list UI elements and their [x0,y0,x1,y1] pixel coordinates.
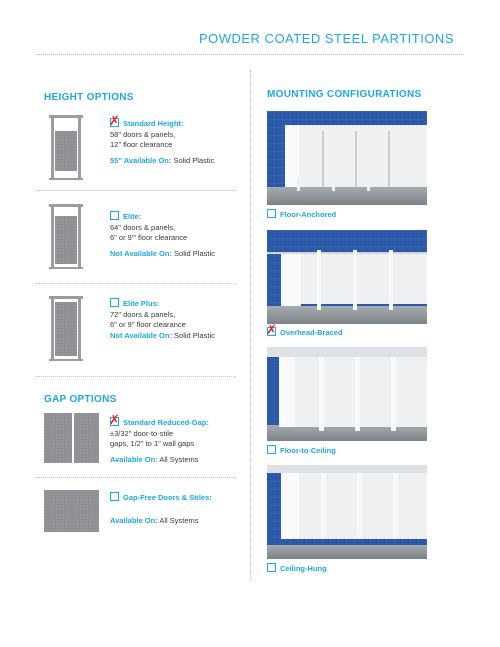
elite-height-diagram [47,204,85,270]
gap-free-option [110,492,245,526]
availability-label: Available On: [110,454,158,464]
option-detail: 64" doors & panels, [110,222,176,232]
availability-label: Not Available On: [110,330,172,340]
option-name: Elite: [123,212,142,221]
option-detail: 72" doors & panels, [110,309,176,319]
availability-value: All Systems [157,515,199,525]
height-options-heading: HEIGHT OPTIONS [44,92,134,103]
ceiling-hung-photo [267,465,427,559]
gap-free-checkbox[interactable] [110,492,119,501]
availability-value: Solid Plastic [171,248,215,258]
page-title: POWDER COATED STEEL PARTITIONS [198,31,454,46]
option-divider [36,283,236,284]
availability-value: Solid Plastic [171,155,215,165]
standard-height-diagram [47,115,85,181]
option-detail: ±3/32" door-to-stile [110,428,174,438]
overhead-braced-photo [267,230,427,324]
mounting-label: Floor-to-Ceiling [280,446,336,455]
mounting-label: Ceiling-Hung [280,564,327,573]
option-detail: 6" or 9" floor clearance [110,320,186,329]
option-name: Elite Plus: [123,299,160,308]
standard-height-checkbox[interactable] [109,113,120,128]
floor-anchored-option [267,209,336,219]
availability-label: Not Available On: [110,248,172,258]
ceiling-hung-checkbox[interactable] [267,563,276,572]
option-divider [36,190,236,191]
mounting-label: Overhead-Braced [280,328,343,337]
option-divider [36,376,236,377]
column-divider [250,70,251,580]
option-name: Gap-Free Doors & Stiles: [123,493,212,502]
reduced-gap-diagram [44,413,99,463]
elite-plus-option [110,298,240,341]
selected-x-mark-icon: ✗ [266,322,277,337]
availability-label: 55" Available On: [110,155,172,165]
option-detail: gaps, 1/2" to 1" wall gaps [110,439,195,448]
option-detail: 6" or 9"' floor clearance [110,233,188,242]
option-name: Standard Height: [123,119,184,128]
availability-value: Solid Plastic [171,330,215,340]
floor-to-ceiling-option [267,445,336,455]
mounting-configurations-heading: MOUNTING CONFIGURATIONS [267,89,422,100]
mounting-label: Floor-Anchored [280,210,337,219]
elite-plus-height-diagram [47,296,85,362]
availability-label: Available On: [110,515,158,525]
option-detail: 12" floor clearance [110,140,173,149]
gap-options-heading: GAP OPTIONS [44,394,117,405]
selected-x-mark-icon: ✗ [109,412,120,427]
selected-x-mark-icon: ✗ [109,113,120,128]
elite-option [110,211,240,259]
option-detail: 58" doors & panels, [110,129,176,139]
overhead-braced-checkbox[interactable] [266,322,277,337]
reduced-gap-checkbox[interactable] [109,412,120,427]
overhead-braced-option [266,322,343,337]
gap-free-diagram [44,490,99,532]
reduced-gap-option [109,412,240,465]
title-divider [36,54,464,55]
standard-height-option [109,113,240,166]
availability-value: All Systems [157,454,199,464]
floor-to-ceiling-photo [267,347,427,441]
ceiling-hung-option [267,563,327,573]
floor-anchored-photo [267,111,427,205]
option-divider [36,477,236,478]
floor-anchored-checkbox[interactable] [267,209,276,218]
floor-to-ceiling-checkbox[interactable] [267,445,276,454]
elite-checkbox[interactable] [110,211,119,220]
elite-plus-checkbox[interactable] [110,298,119,307]
option-name: Standard Reduced-Gap: [123,418,209,427]
